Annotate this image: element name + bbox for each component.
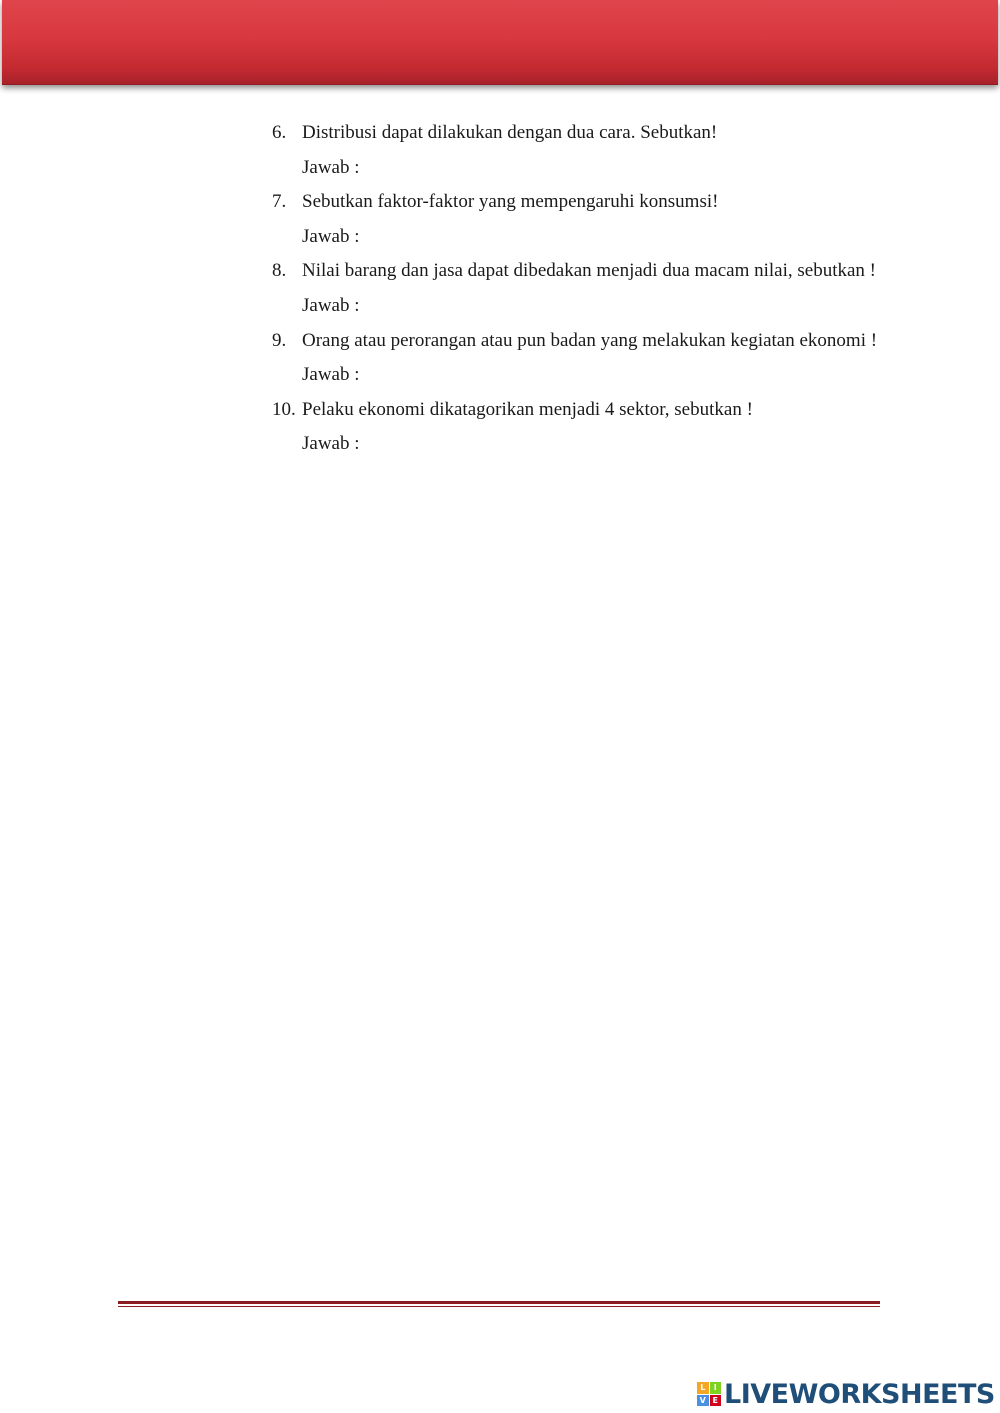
logo-tile: L bbox=[697, 1382, 709, 1394]
logo-tile: V bbox=[697, 1395, 709, 1407]
question-text: Nilai barang dan jasa dapat dibedakan menjadi dua macam nilai, sebutkan ! bbox=[302, 260, 877, 282]
question-number: 10. bbox=[272, 398, 296, 420]
answer-label: Jawab : bbox=[302, 364, 360, 386]
question-number: 7. bbox=[272, 191, 287, 213]
answer-label: Jawab : bbox=[302, 156, 360, 178]
header-banner bbox=[2, 0, 998, 85]
answer-label: Jawab : bbox=[302, 433, 360, 455]
question-text: Distribusi dapat dilakukan dengan dua cara. Sebutkan! bbox=[302, 122, 718, 143]
question-item bbox=[272, 324, 878, 393]
question-text: Pelaku ekonomi dikatagorikan menjadi 4 sektor, sebutkan ! bbox=[302, 398, 753, 420]
question-number: 9. bbox=[272, 329, 287, 351]
logo-tile: I bbox=[710, 1382, 722, 1394]
liveworksheets-watermark[interactable] bbox=[697, 1377, 995, 1411]
question-list bbox=[272, 116, 878, 462]
question-item bbox=[272, 393, 878, 462]
question-text: Sebutkan faktor-faktor yang mempengaruhi konsumsi! bbox=[302, 191, 719, 213]
footer-divider bbox=[118, 1301, 880, 1308]
answer-label: Jawab : bbox=[302, 225, 360, 247]
brand-name: LIVEWORKSHEETS bbox=[724, 1378, 995, 1410]
question-item bbox=[272, 185, 878, 254]
question-item bbox=[272, 116, 878, 185]
logo-tile: E bbox=[710, 1395, 722, 1407]
question-item bbox=[272, 254, 878, 323]
liveworksheets-logo-icon bbox=[697, 1382, 721, 1406]
question-text: Orang atau perorangan atau pun badan yang melakukan kegiatan ekonomi ! bbox=[302, 329, 878, 351]
answer-label: Jawab : bbox=[302, 294, 360, 316]
question-number: 6. bbox=[272, 122, 287, 143]
question-number: 8. bbox=[272, 260, 287, 282]
